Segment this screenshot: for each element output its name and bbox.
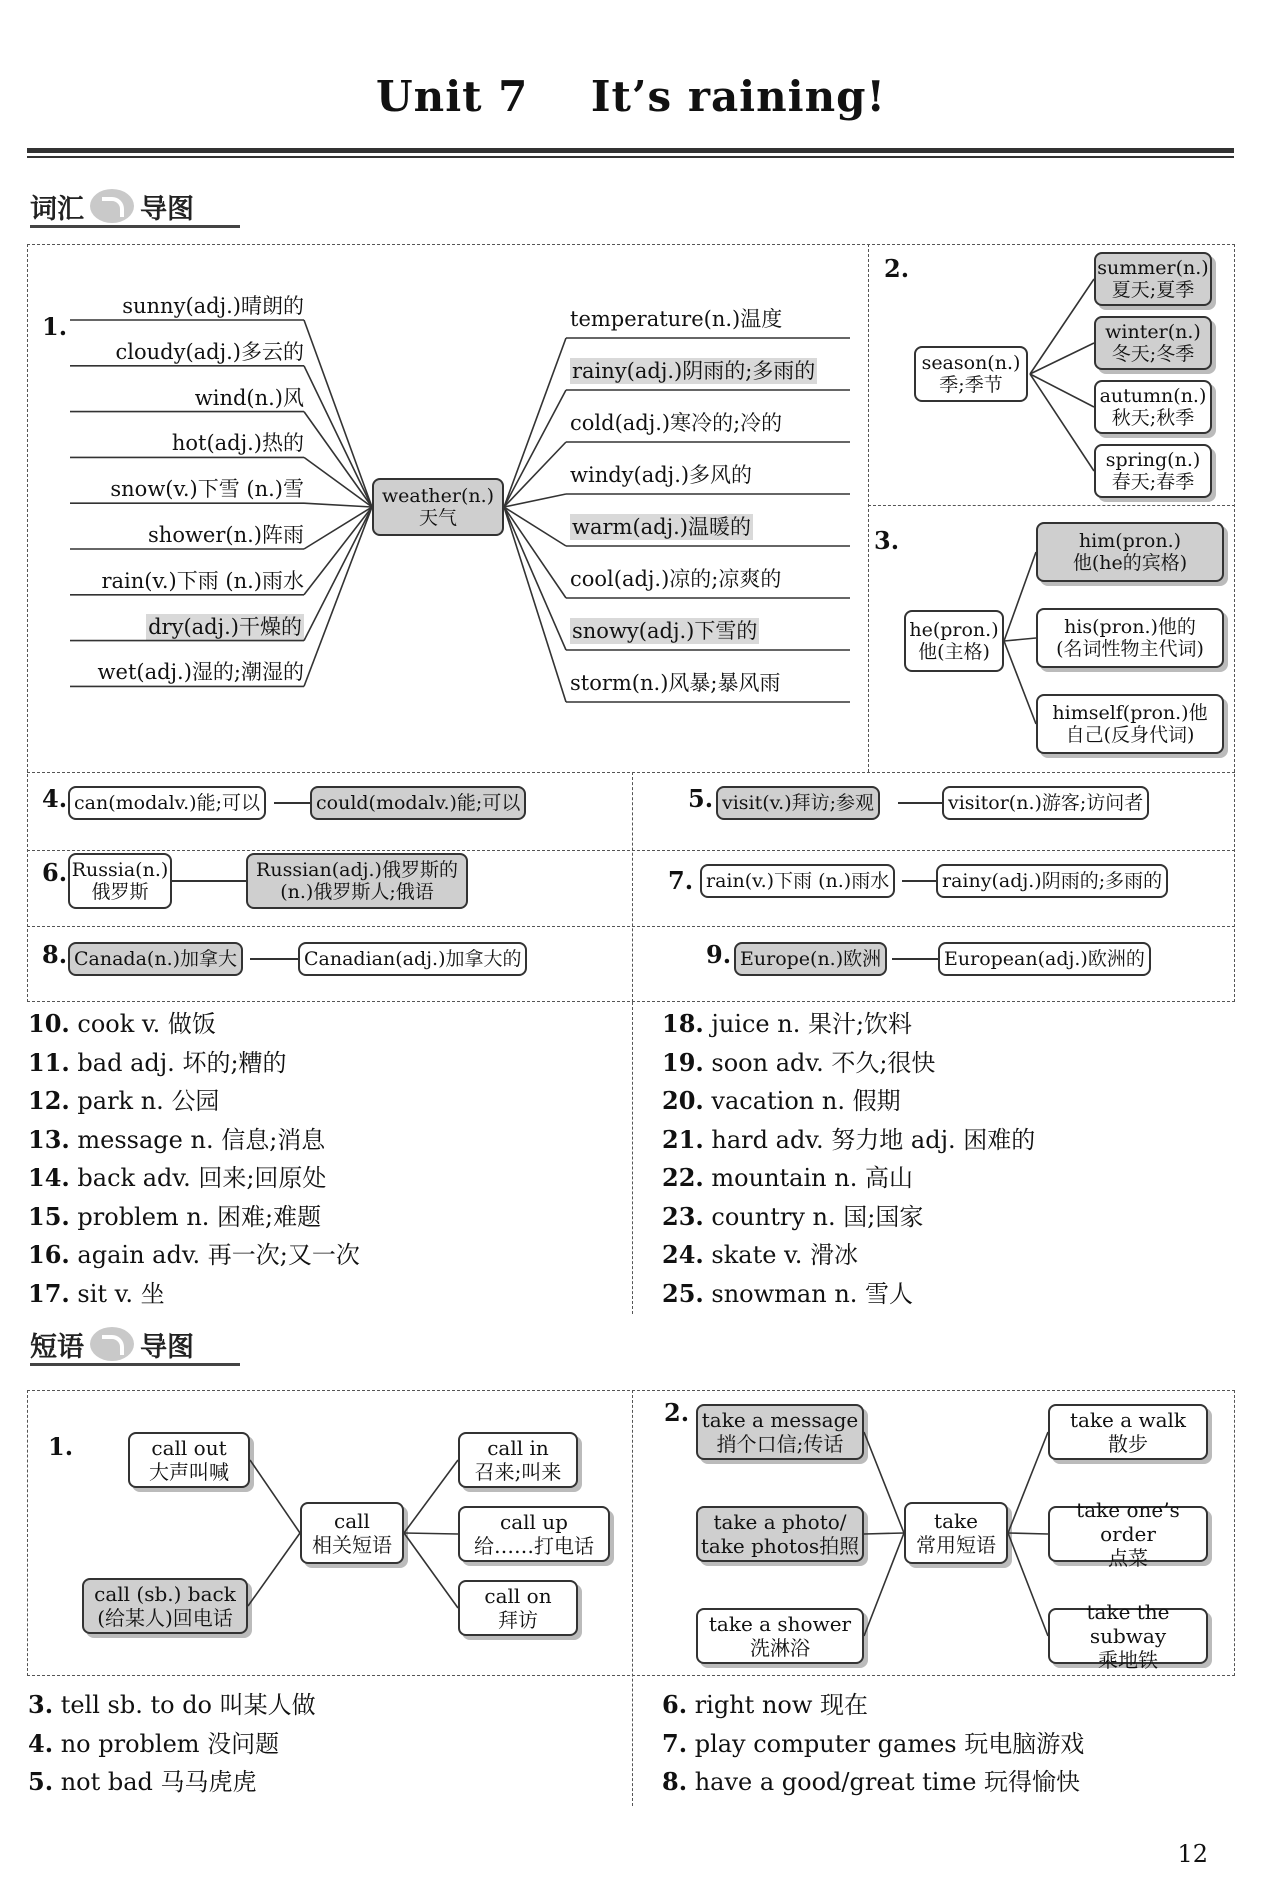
list-item-number: 6.	[662, 1690, 688, 1719]
pair-term-b: rainy(adj.)阴雨的;多雨的	[936, 864, 1168, 898]
list-item-text: bad adj. 坏的;糟的	[77, 1048, 287, 1077]
list-item-text: no problem 没问题	[60, 1729, 280, 1758]
weather-right-branch: windy(adj.)多风的	[570, 463, 753, 487]
he-item-line1: him(pron.)	[1078, 530, 1182, 552]
weather-right-branch: storm(n.)风暴;暴风雨	[570, 671, 781, 695]
list-item-number: 10.	[28, 1009, 70, 1038]
call-right-node-line2: 拜访	[498, 1608, 538, 1632]
list-item-number: 12.	[28, 1086, 70, 1115]
take-left-node-line2: 洗淋浴	[750, 1636, 810, 1660]
map-number: 3.	[874, 526, 900, 555]
call-right-node-line1: call in	[487, 1436, 549, 1460]
take-right-node-line2: 点菜	[1108, 1546, 1148, 1570]
call-right-node-line2: 召来;叫来	[474, 1460, 562, 1484]
list-item	[662, 1725, 1084, 1764]
season-item-term: winter(n.)	[1105, 321, 1201, 343]
call-link	[250, 1460, 300, 1533]
take-left-node-line1: take a message	[701, 1408, 859, 1432]
map-number: 1.	[48, 1432, 74, 1461]
list-item-number: 13.	[28, 1124, 70, 1154]
pair-term-a: Europe(n.)欧洲	[734, 942, 887, 976]
call-left-node-line2: (给某人)回电话	[97, 1606, 233, 1630]
pair-term-a: rain(v.)下雨 (n.)雨水	[700, 864, 895, 898]
pair-number: 6.	[42, 858, 68, 887]
season-item-term: autumn(n.)	[1099, 385, 1207, 407]
list-item-text: sit v. 坐	[77, 1279, 165, 1308]
pair-number: 5.	[688, 784, 714, 813]
pair-term-a: visit(v.)拜访;参观	[716, 786, 880, 820]
season-item-meaning: 秋天;秋季	[1111, 407, 1195, 429]
list-item-text: juice n. 果汁;饮料	[711, 1010, 913, 1038]
pair-term-a: Canada(n.)加拿大	[68, 942, 243, 976]
pair-number: 7.	[668, 866, 694, 895]
pair-term-b-line2: (n.)俄罗斯人;俄语	[280, 881, 434, 903]
weather-right-branch: cold(adj.)寒冷的;冷的	[570, 411, 783, 435]
season-item-meaning: 春天;春季	[1111, 471, 1195, 493]
list-item-text: cook v. 做饭	[77, 1010, 216, 1038]
take-left-node-line2: 捎个口信;传话	[716, 1432, 844, 1456]
take-right-node-line2: 乘地铁	[1098, 1648, 1158, 1672]
list-item-text: back adv. 回来;回原处	[77, 1164, 327, 1192]
take-left-node-line1: take a shower	[708, 1612, 852, 1636]
vocab-header-right: 导图	[140, 193, 194, 225]
pair-term-b-line1: Russian(adj.)俄罗斯的	[256, 859, 458, 881]
pair-term-a-line2: 俄罗斯	[91, 881, 149, 903]
take-right-node-line1: take the subway	[1086, 1600, 1170, 1648]
call-right-node-line1: call on	[484, 1584, 552, 1608]
take-link	[1008, 1432, 1048, 1533]
weather-center-node: weather(n.) 天气	[372, 478, 504, 536]
list-item-number: 4.	[28, 1728, 54, 1758]
pair-number: 8.	[42, 940, 68, 969]
he-item-line1: himself(pron.)他	[1052, 702, 1208, 724]
he-item-line1: his(pron.)他的	[1064, 616, 1196, 638]
list-item-text: vacation n. 假期	[711, 1087, 901, 1115]
call-link	[404, 1460, 458, 1533]
weather-left-branch: snow(v.)下雪 (n.)雪	[110, 477, 304, 502]
map-number: 2.	[884, 254, 910, 283]
take-center-node-line2: 常用短语	[916, 1533, 996, 1557]
he-item-line2: 他(he的宾格)	[1072, 552, 1188, 574]
list-item-number: 18.	[662, 1009, 704, 1038]
list-item	[28, 1763, 316, 1802]
map-number: 2.	[664, 1398, 690, 1427]
season-item-meaning: 夏天;夏季	[1111, 279, 1195, 301]
list-item-text: snowman n. 雪人	[711, 1279, 914, 1308]
list-item-number: 5.	[28, 1767, 54, 1796]
call-center-node-line1: call	[334, 1509, 370, 1533]
list-item-text: park n. 公园	[77, 1087, 220, 1115]
he-item-line2: 自己(反身代词)	[1065, 724, 1195, 746]
list-item-number: 22.	[662, 1163, 704, 1192]
list-item-number: 8.	[662, 1767, 688, 1796]
list-item-number: 25.	[662, 1278, 704, 1308]
list-item-text: play computer games 玩电脑游戏	[694, 1729, 1085, 1758]
take-center-node-line1: take	[934, 1509, 978, 1533]
take-right-node-line1: take a walk	[1069, 1408, 1187, 1432]
season-item-term: summer(n.)	[1097, 257, 1209, 279]
take-left-node-line2: take photos拍照	[700, 1534, 860, 1558]
list-item-number: 19.	[662, 1047, 704, 1077]
list-item	[662, 1763, 1084, 1802]
he-item-line2: (名词性物主代词)	[1056, 638, 1204, 660]
call-right-node-line1: call up	[500, 1510, 568, 1534]
list-item-text: tell sb. to do 叫某人做	[60, 1691, 316, 1719]
phrase-list-right	[662, 1686, 1084, 1802]
take-left-node-line1: take a photo/	[713, 1510, 847, 1534]
season-item-meaning: 冬天;冬季	[1111, 343, 1195, 365]
weather-right-branch: cool(adj.)凉的;凉爽的	[570, 567, 782, 591]
weather-right-branch: warm(adj.)温暖的	[572, 515, 751, 539]
call-left-node-line1: call (sb.) back	[94, 1582, 236, 1606]
weather-left-branch: shower(n.)阵雨	[148, 523, 304, 547]
list-item-text: again adv. 再一次;又一次	[77, 1241, 360, 1269]
call-right-node-line2: 给……打电话	[474, 1534, 594, 1558]
take-link	[1008, 1533, 1048, 1534]
list-item	[28, 1686, 316, 1725]
list-item-text: message n. 信息;消息	[77, 1125, 326, 1154]
list-item-number: 24.	[662, 1240, 704, 1269]
list-item-text: not bad 马马虎虎	[60, 1768, 257, 1796]
take-link	[1008, 1533, 1048, 1636]
list-item	[28, 1725, 316, 1764]
list-item-text: right now 现在	[694, 1691, 869, 1719]
he-center-node: he(pron.) 他(主格)	[904, 610, 1004, 672]
call-left-node-line2: 大声叫喊	[149, 1460, 229, 1484]
list-item-text: skate v. 滑冰	[711, 1241, 859, 1269]
weather-left-branch: dry(adj.)干燥的	[148, 614, 302, 639]
list-item-number: 14.	[28, 1163, 70, 1192]
weather-left-branch: wind(n.)风	[194, 385, 304, 410]
phrase-list-left	[28, 1686, 316, 1802]
call-link	[248, 1533, 300, 1606]
take-link	[864, 1432, 904, 1533]
take-link	[864, 1533, 904, 1636]
list-item-number: 11.	[28, 1047, 70, 1077]
weather-left-branch: rain(v.)下雨 (n.)雨水	[101, 568, 304, 593]
page-title: Unit 7 It’s raining!	[376, 72, 886, 121]
pair-number: 4.	[42, 784, 68, 813]
list-item-number: 15.	[28, 1201, 70, 1231]
season-center-node: season(n.) 季;季节	[914, 346, 1028, 402]
pair-term-b: visitor(n.)游客;访问者	[942, 786, 1149, 820]
vocab-header-left: 词汇	[30, 193, 84, 225]
weather-left-branch: hot(adj.)热的	[171, 431, 304, 456]
call-left-node-line1: call out	[151, 1436, 227, 1460]
pair-term-a: can(modalv.)能;可以	[68, 786, 266, 820]
phrase-header-left: 短语	[30, 1331, 84, 1363]
weather-right-branch: temperature(n.)温度	[570, 307, 783, 331]
pair-number: 9.	[706, 940, 732, 969]
season-item-term: spring(n.)	[1105, 449, 1201, 471]
list-item-number: 21.	[662, 1124, 704, 1154]
call-link	[404, 1533, 458, 1608]
take-right-node-line2: 散步	[1108, 1432, 1148, 1456]
list-item-text: soon adv. 不久;很快	[711, 1048, 936, 1077]
list-item-number: 16.	[28, 1240, 70, 1269]
list-item-text: have a good/great time 玩得愉快	[694, 1768, 1081, 1796]
list-item-text: mountain n. 高山	[711, 1164, 913, 1192]
weather-left-branch: sunny(adj.)晴朗的	[122, 294, 304, 318]
weather-left-branch: cloudy(adj.)多云的	[115, 339, 304, 364]
list-item-number: 17.	[28, 1278, 70, 1308]
list-item-text: problem n. 困难;难题	[77, 1202, 322, 1231]
list-item-text: hard adv. 努力地 adj. 困难的	[711, 1125, 1036, 1154]
phrase-header-right: 导图	[140, 1331, 194, 1363]
list-item-number: 20.	[662, 1086, 704, 1115]
page-number: 12	[1177, 1840, 1208, 1868]
map-number: 1.	[42, 312, 68, 341]
weather-left-branch: wet(adj.)湿的;潮湿的	[97, 660, 304, 685]
weather-right-branch: rainy(adj.)阴雨的;多雨的	[572, 359, 816, 383]
take-link	[864, 1533, 904, 1534]
pair-term-b: could(modalv.)能;可以	[310, 786, 526, 820]
pair-term-a-line1: Russia(n.)	[71, 859, 169, 881]
list-item-number: 3.	[28, 1690, 54, 1719]
list-item-number: 23.	[662, 1201, 704, 1231]
list-item-number: 7.	[662, 1728, 688, 1758]
call-link	[404, 1533, 458, 1534]
weather-right-branch: snowy(adj.)下雪的	[572, 619, 758, 643]
take-right-node-line1: take one’s order	[1076, 1498, 1180, 1546]
pair-term-b: Canadian(adj.)加拿大的	[298, 942, 527, 976]
list-item	[662, 1686, 1084, 1725]
call-center-node-line2: 相关短语	[312, 1533, 392, 1557]
pair-term-b: European(adj.)欧洲的	[938, 942, 1151, 976]
list-item-text: country n. 国;国家	[711, 1202, 924, 1231]
